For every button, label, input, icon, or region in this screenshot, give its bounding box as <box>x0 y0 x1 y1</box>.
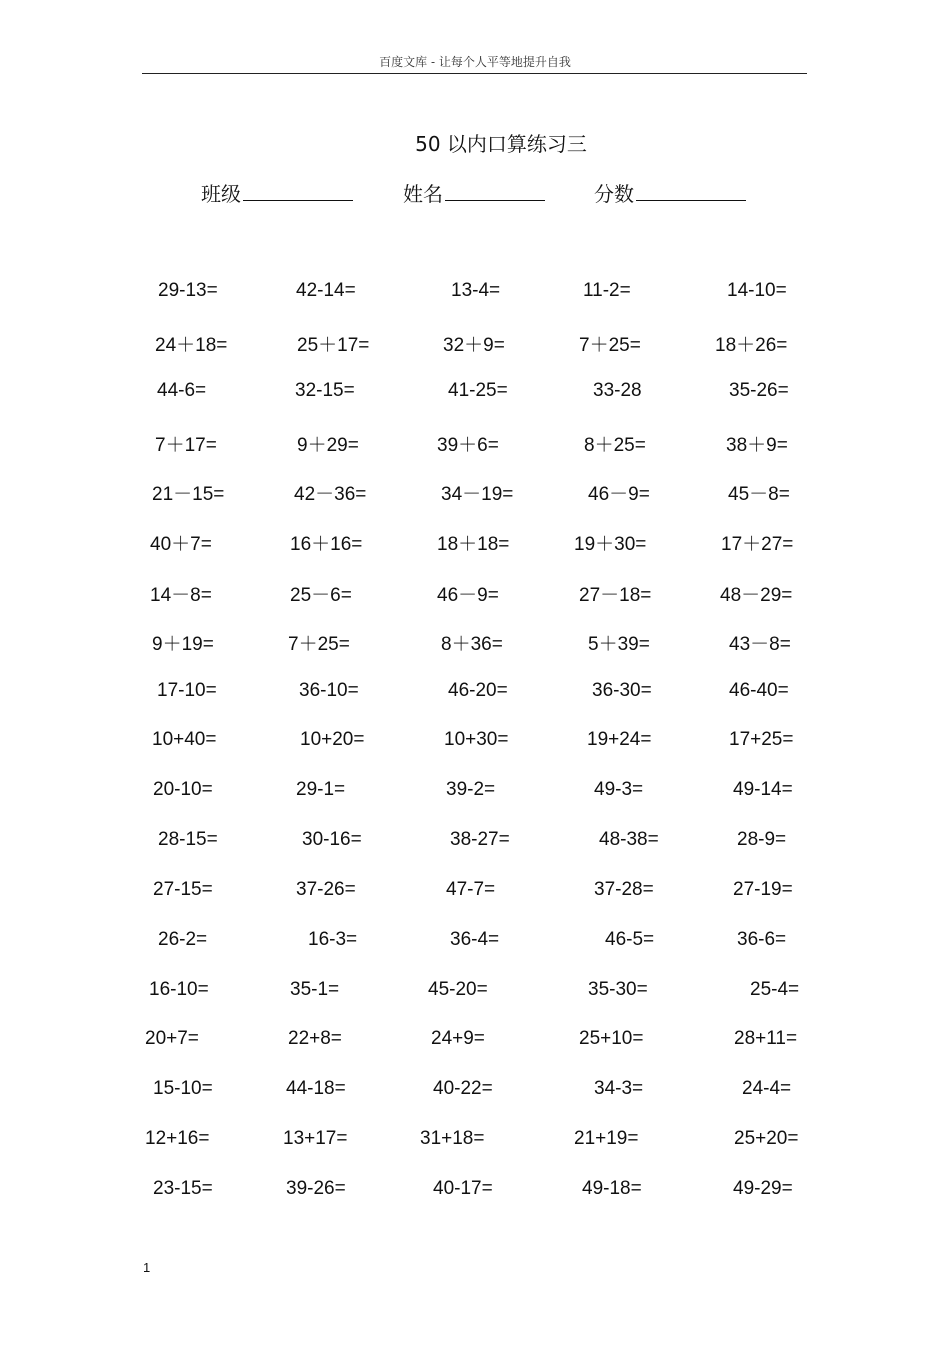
problem-r15-c4: 35-30= <box>588 979 648 1000</box>
problem-r13-c5: 27-19= <box>733 879 793 900</box>
problem-r11-c2: 29-1= <box>296 779 346 800</box>
problem-r5-c3: 34－19= <box>441 484 514 505</box>
problem-r18-c3: 31+18= <box>420 1128 485 1149</box>
problem-r14-c5: 36-6= <box>737 929 787 950</box>
problem-r13-c4: 37-28= <box>594 879 654 900</box>
problem-r2-c3: 32＋9= <box>443 335 505 356</box>
problem-r6-c3: 18＋18= <box>437 534 510 555</box>
problem-r2-c5: 18＋26= <box>715 335 788 356</box>
problem-r5-c5: 45－8= <box>728 484 790 505</box>
problem-r1-c1: 29-13= <box>158 280 218 301</box>
problem-r18-c5: 25+20= <box>734 1128 799 1149</box>
problem-r1-c4: 11-2= <box>583 280 631 301</box>
problem-r17-c1: 15-10= <box>153 1078 213 1099</box>
problem-r1-c3: 13-4= <box>451 280 501 301</box>
page-header-rule <box>142 73 807 74</box>
problem-r2-c2: 25＋17= <box>297 335 370 356</box>
problem-r18-c2: 13+17= <box>283 1128 348 1149</box>
problem-r17-c3: 40-22= <box>433 1078 493 1099</box>
problem-r4-c5: 38＋9= <box>726 435 788 456</box>
problem-r18-c1: 12+16= <box>145 1128 210 1149</box>
problem-r16-c5: 28+11= <box>734 1028 798 1049</box>
name-label: 姓名 <box>403 182 443 206</box>
problem-r3-c3: 41-25= <box>448 380 508 401</box>
problem-r8-c3: 8＋36= <box>441 634 503 655</box>
problem-r2-c4: 7＋25= <box>579 335 641 356</box>
problem-r8-c4: 5＋39= <box>588 634 650 655</box>
problem-r11-c5: 49-14= <box>733 779 793 800</box>
problem-r12-c4: 48-38= <box>599 829 659 850</box>
class-label: 班级 <box>201 182 241 206</box>
problem-r4-c3: 39＋6= <box>437 435 499 456</box>
problem-r13-c3: 47-7= <box>446 879 496 900</box>
problem-r5-c4: 46－9= <box>588 484 650 505</box>
problem-r17-c2: 44-18= <box>286 1078 346 1099</box>
worksheet-title: 50 以内口算练习三 <box>415 132 587 156</box>
problem-r16-c1: 20+7= <box>145 1028 199 1049</box>
problem-r15-c3: 45-20= <box>428 979 488 1000</box>
problem-r7-c1: 14－8= <box>150 585 212 606</box>
problem-r9-c3: 46-20= <box>448 680 508 701</box>
problem-r4-c1: 7＋17= <box>155 435 217 456</box>
problem-r4-c2: 9＋29= <box>297 435 359 456</box>
problem-r2-c1: 24＋18= <box>155 335 228 356</box>
problem-r3-c4: 33-28 <box>593 380 642 401</box>
problem-r8-c2: 7＋25= <box>288 634 350 655</box>
problem-r6-c5: 17＋27= <box>721 534 794 555</box>
problem-r9-c4: 36-30= <box>592 680 652 701</box>
problem-r3-c5: 35-26= <box>729 380 789 401</box>
problem-r12-c3: 38-27= <box>450 829 510 850</box>
problem-r8-c5: 43－8= <box>729 634 791 655</box>
name-blank[interactable] <box>445 178 545 201</box>
problem-r14-c3: 36-4= <box>450 929 500 950</box>
problem-r18-c4: 21+19= <box>574 1128 639 1149</box>
problem-r11-c1: 20-10= <box>153 779 213 800</box>
problem-r13-c2: 37-26= <box>296 879 356 900</box>
problem-r7-c3: 46－9= <box>437 585 499 606</box>
problem-r19-c1: 23-15= <box>153 1178 213 1199</box>
problem-r19-c5: 49-29= <box>733 1178 793 1199</box>
page-number: 1 <box>143 1260 151 1275</box>
problem-r15-c2: 35-1= <box>290 979 340 1000</box>
problem-r16-c4: 25+10= <box>579 1028 644 1049</box>
problem-r19-c3: 40-17= <box>433 1178 493 1199</box>
problem-r9-c1: 17-10= <box>157 680 217 701</box>
problem-r7-c4: 27－18= <box>579 585 652 606</box>
problem-r10-c3: 10+30= <box>444 729 509 750</box>
problem-r9-c2: 36-10= <box>299 680 359 701</box>
score-label: 分数 <box>594 182 634 206</box>
problem-r7-c2: 25－6= <box>290 585 352 606</box>
problem-r11-c4: 49-3= <box>594 779 644 800</box>
problem-r3-c1: 44-6= <box>157 380 207 401</box>
name-field <box>403 178 545 207</box>
problem-r10-c2: 10+20= <box>300 729 365 750</box>
problem-r3-c2: 32-15= <box>295 380 355 401</box>
problem-r6-c1: 40＋7= <box>150 534 212 555</box>
problem-r8-c1: 9＋19= <box>152 634 214 655</box>
problem-r17-c5: 24-4= <box>742 1078 792 1099</box>
problem-r14-c1: 26-2= <box>158 929 208 950</box>
problem-r7-c5: 48－29= <box>720 585 793 606</box>
problem-r5-c2: 42－36= <box>294 484 367 505</box>
problem-r11-c3: 39-2= <box>446 779 496 800</box>
problem-r6-c2: 16＋16= <box>290 534 363 555</box>
problem-r17-c4: 34-3= <box>594 1078 644 1099</box>
problem-r19-c2: 39-26= <box>286 1178 346 1199</box>
problem-r16-c2: 22+8= <box>288 1028 342 1049</box>
problem-r14-c2: 16-3= <box>308 929 358 950</box>
problem-r16-c3: 24+9= <box>431 1028 485 1049</box>
score-blank[interactable] <box>636 178 746 201</box>
page-header-text: 百度文库 - 让每个人平等地提升自我 <box>379 55 571 69</box>
problem-r12-c2: 30-16= <box>302 829 362 850</box>
problem-r19-c4: 49-18= <box>582 1178 642 1199</box>
problem-r10-c1: 10+40= <box>152 729 217 750</box>
problem-r10-c5: 17+25= <box>729 729 794 750</box>
problem-r13-c1: 27-15= <box>153 879 213 900</box>
problem-r12-c5: 28-9= <box>737 829 787 850</box>
problem-r15-c1: 16-10= <box>149 979 209 1000</box>
problem-r15-c5: 25-4= <box>750 979 800 1000</box>
class-field <box>201 178 353 207</box>
problem-r12-c1: 28-15= <box>158 829 218 850</box>
problem-r1-c2: 42-14= <box>296 280 356 301</box>
problem-r10-c4: 19+24= <box>587 729 652 750</box>
problem-r6-c4: 19＋30= <box>574 534 647 555</box>
problem-r4-c4: 8＋25= <box>584 435 646 456</box>
problem-r5-c1: 21－15= <box>152 484 225 505</box>
class-blank[interactable] <box>243 178 353 201</box>
problem-r1-c5: 14-10= <box>727 280 787 301</box>
problem-r14-c4: 46-5= <box>605 929 655 950</box>
problem-r9-c5: 46-40= <box>729 680 789 701</box>
score-field <box>594 178 746 207</box>
